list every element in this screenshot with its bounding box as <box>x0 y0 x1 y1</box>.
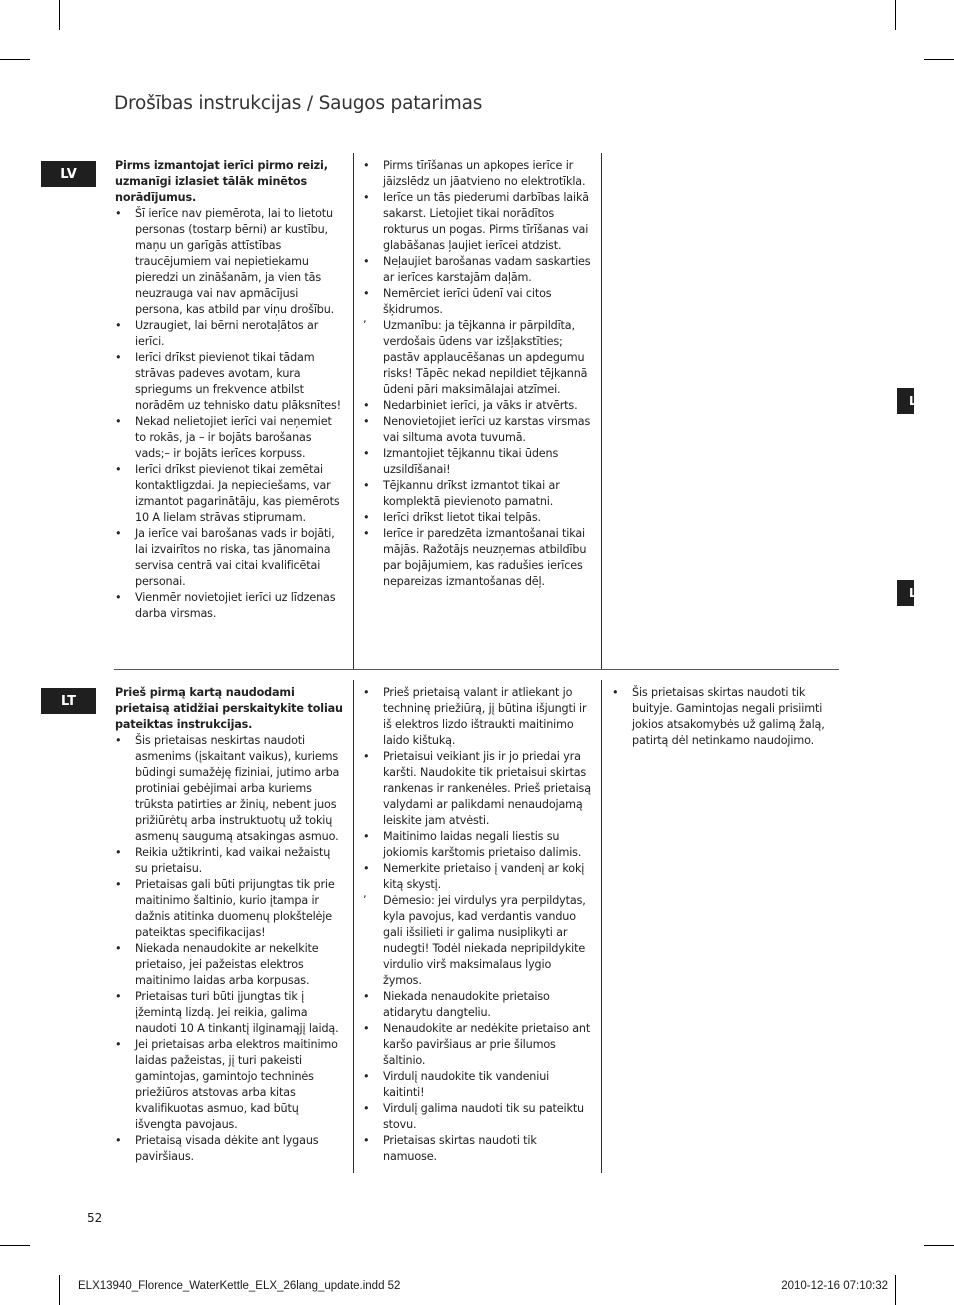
list-item <box>115 733 345 845</box>
bullet-marker: • <box>363 255 370 268</box>
list-item <box>363 254 593 286</box>
list-item-text: Jei prietaisas arba elektros maitinimo laidas pažeistas, jį turi pakeisti gamintojas, gamintojo techninės priežiūros atstovas arba kitas kvalifikuotas asmuo, kad būtų išvengta pavojaus. <box>135 1038 338 1131</box>
list-item-text: Virdulį galima naudoti tik su pateiktu stovu. <box>383 1102 584 1131</box>
list-item <box>115 877 345 941</box>
bullet-marker: • <box>115 415 122 428</box>
list-item-text: Prieš prietaisą valant ir atliekant jo techninę priežiūrą, jį būtina išjungti ir iš elektros lizdo ištraukti maitinimo laido kištuką. <box>383 686 587 747</box>
side-tab-label: L <box>909 394 917 408</box>
section-divider <box>114 669 839 670</box>
bullet-marker: ʼ <box>363 894 367 907</box>
list-item-text: Ierīci drīkst pievienot tikai zemētai kontaktligzdai. Ja nepieciešams, var izmantot pagarinātāju, kas piemērots 10 A lielam strāvas stiprumam. <box>135 463 340 524</box>
crop-mark <box>895 0 896 30</box>
column-divider <box>601 153 602 669</box>
column-divider <box>353 680 354 1173</box>
list-item-text: Nemērciet ierīci ūdenī vai citos šķidrumos. <box>383 287 552 316</box>
lt-column-3 <box>612 685 842 749</box>
bullet-marker: • <box>363 447 370 460</box>
list-item-text: Prietaisą visada dėkite ant lygaus paviršiaus. <box>135 1134 319 1163</box>
list-item <box>363 158 593 190</box>
lt-list-1 <box>115 733 345 1165</box>
list-item <box>115 414 345 462</box>
list-item-text: Ja ierīce vai barošanas vads ir bojāti, lai izvairītos no riska, tas jānomaina servisa centrā vai citai kvalificētai personai. <box>135 527 335 588</box>
bullet-marker: • <box>363 287 370 300</box>
list-item-text: Ierīce ir paredzēta izmantošanai tikai mājās. Ražotājs neuzņemas atbildību par bojājumiem, kas radušies ierīces nepareizas izmantošanas dēļ. <box>383 527 587 588</box>
bullet-marker: • <box>115 463 122 476</box>
list-item-text: Ierīci drīkst pievienot tikai tādam strāvas padeves avotam, kura spriegums un frekvence atbilst norādēm uz tehnisko datu plāksnītes! <box>135 351 341 412</box>
list-item <box>115 989 345 1037</box>
page-number: 52 <box>87 1211 103 1225</box>
list-item-text: Prietaisas gali būti prijungtas tik prie maitinimo šaltinio, kurio įtampa ir dažnis atitinka duomenų plokštelėje pateiktas specifikacijas! <box>135 878 335 939</box>
bullet-marker: • <box>115 878 122 891</box>
list-item <box>115 318 345 350</box>
bullet-marker: • <box>115 319 122 332</box>
list-item <box>363 893 593 989</box>
bullet-marker: • <box>115 1038 122 1051</box>
list-item <box>115 526 345 590</box>
list-item <box>363 1069 593 1101</box>
language-tab-lv <box>41 161 96 187</box>
list-item-text: Reikia užtikrinti, kad vaikai nežaistų su prietaisu. <box>135 846 331 875</box>
list-item <box>115 206 345 318</box>
list-item-text: Nekad nelietojiet ierīci vai neņemiet to rokās, ja – ir bojāts barošanas vads;– ir bojāts ierīces korpuss. <box>135 415 332 460</box>
list-item-text: Šis prietaisas neskirtas naudoti asmenims (įskaitant vaikus), kuriems būdingi sumažėję fiziniai, jutimo arba protiniai gebėjimai arba kuriems trūksta patirties ar žinių, nebent juos prižiūrėtų arba instruktuotų už tokių asmenų saugumą atsakingas asmuo. <box>135 734 340 843</box>
crop-mark <box>0 1245 30 1246</box>
bullet-marker: • <box>115 207 122 220</box>
bullet-marker: • <box>363 686 370 699</box>
list-item <box>363 685 593 749</box>
bullet-marker: • <box>115 734 122 747</box>
list-item <box>115 1037 345 1133</box>
list-item-text: Prietaisas turi būti įjungtas tik į įžemintą lizdą. Jei reikia, galima naudoti 10 A tinkantį ilginamąjį laidą. <box>135 990 339 1035</box>
list-item <box>363 861 593 893</box>
bullet-marker: • <box>363 527 370 540</box>
side-tab <box>897 388 917 414</box>
lt-list-2 <box>363 685 593 1165</box>
language-tab-label: LT <box>61 693 76 709</box>
lt-list-3 <box>612 685 842 749</box>
bullet-marker: • <box>363 830 370 843</box>
lt-intro: Prieš pirmą kartą naudodami prietaisą atidžiai perskaitykite toliau pateiktas instrukcijas. <box>115 686 343 731</box>
list-item-text: Vienmēr novietojiet ierīci uz līdzenas darba virsmas. <box>135 591 336 620</box>
list-item-text: Prietaisui veikiant jis ir jo priedai yra karšti. Naudokite tik prietaisui skirtas rankenas ir rankenėles. Prieš prietaisą valydami ar palikdami nenaudojamą leiskite jam atvėsti. <box>383 750 591 827</box>
list-item-text: Dėmesio: jei virdulys yra perpildytas, kyla pavojus, kad verdantis vanduo gali išsilieti ir galima nusiplikyti ar nudegti! Todėl niekada nepripildykite virdulio virš maksimalaus lygio žymos. <box>383 894 586 987</box>
bullet-marker: • <box>115 351 122 364</box>
list-item <box>363 1021 593 1069</box>
lt-column-2 <box>363 685 593 1165</box>
bullet-marker: • <box>115 527 122 540</box>
bullet-marker: • <box>612 686 619 699</box>
list-item <box>115 590 345 622</box>
bullet-marker: • <box>363 399 370 412</box>
list-item <box>363 446 593 478</box>
bullet-marker: • <box>363 415 370 428</box>
list-item <box>363 989 593 1021</box>
lv-column-1 <box>115 158 345 622</box>
bullet-marker: • <box>363 511 370 524</box>
side-tab <box>897 580 917 606</box>
list-item-text: Prietaisas skirtas naudoti tik namuose. <box>383 1134 537 1163</box>
list-item-text: Šī ierīce nav piemērota, lai to lietotu personas (tostarp bērni) ar kustību, maņu un garīgās attīstības traucējumiem vai nepietiekamu pieredzi un zināšanām, ja vien tās neuzrauga vai nav apmācījusi persona, kas atbild par viņu drošību. <box>135 207 335 316</box>
list-item <box>115 845 345 877</box>
list-item <box>115 941 345 989</box>
lv-list-2 <box>363 158 593 590</box>
lt-column-1 <box>115 685 345 1165</box>
list-item <box>363 1101 593 1133</box>
list-item <box>115 350 345 414</box>
list-item <box>363 478 593 510</box>
bullet-marker: • <box>115 942 122 955</box>
crop-mark <box>59 1275 60 1305</box>
list-item <box>363 510 593 526</box>
list-item <box>363 414 593 446</box>
list-item-text: Maitinimo laidas negali liestis su jokiomis karštomis prietaiso dalimis. <box>383 830 582 859</box>
bullet-marker: • <box>363 862 370 875</box>
bullet-marker: ʼ <box>363 319 367 332</box>
list-item <box>115 1133 345 1165</box>
list-item-text: Niekada nenaudokite ar nekelkite prietaiso, jei pažeistas elektros maitinimo laidas arba korpusas. <box>135 942 319 987</box>
list-item-text: Ierīci drīkst lietot tikai telpās. <box>383 511 541 524</box>
bullet-marker: • <box>115 591 122 604</box>
page-title: Drošības instrukcijas / Saugos patarimas <box>114 93 483 114</box>
bullet-marker: • <box>363 159 370 172</box>
bullet-marker: • <box>363 1070 370 1083</box>
crop-mark <box>924 1245 954 1246</box>
bullet-marker: • <box>363 1102 370 1115</box>
lv-list-1 <box>115 206 345 622</box>
bullet-marker: • <box>363 479 370 492</box>
list-item-text: Neļaujiet barošanas vadam saskarties ar ierīces karstajām daļām. <box>383 255 591 284</box>
list-item <box>363 286 593 318</box>
list-item-text: Uzmanību: ja tējkanna ir pārpildīta, verdošais ūdens var izšļakstīties; pastāv applaucēšanas un apdegumu risks! Tāpēc nekad nepildiet tējkannā ūdeni pāri maksimālajai atzīmei. <box>383 319 588 396</box>
bullet-marker: • <box>115 990 122 1003</box>
list-item-text: Virdulį naudokite tik vandeniui kaitinti! <box>383 1070 550 1099</box>
list-item <box>363 829 593 861</box>
list-item-text: Tējkannu drīkst izmantot tikai ar komplektā pievienoto pamatni. <box>383 479 560 508</box>
list-item-text: Nenaudokite ar nedėkite prietaiso ant karšo paviršiaus ar prie šilumos šaltinio. <box>383 1022 591 1067</box>
bullet-marker: • <box>115 846 122 859</box>
crop-mark <box>0 59 30 60</box>
crop-mark <box>924 59 954 60</box>
list-item <box>363 398 593 414</box>
lv-column-2 <box>363 158 593 590</box>
list-item-text: Uzraugiet, lai bērni nerotaļātos ar ierīci. <box>135 319 319 348</box>
bullet-marker: • <box>363 990 370 1003</box>
column-divider <box>601 680 602 1173</box>
side-tab-label: L <box>909 586 917 600</box>
list-item-text: Nenovietojiet ierīci uz karstas virsmas vai siltuma avota tuvumā. <box>383 415 591 444</box>
bullet-marker: • <box>115 1134 122 1147</box>
list-item <box>612 685 842 749</box>
crop-mark <box>895 1275 896 1305</box>
language-tab-label: LV <box>60 166 77 182</box>
list-item-text: Pirms tīrīšanas un apkopes ierīce ir jāizslēdz un jāatvieno no elektrotīkla. <box>383 159 586 188</box>
list-item <box>363 318 593 398</box>
footer-timestamp: 2010-12-16 07:10:32 <box>781 1280 888 1292</box>
language-tab-lt <box>41 688 96 714</box>
column-divider <box>353 153 354 669</box>
footer-file: ELX13940_Florence_WaterKettle_ELX_26lang_update.indd 52 <box>78 1280 401 1292</box>
list-item <box>363 749 593 829</box>
list-item-text: Izmantojiet tējkannu tikai ūdens uzsildīšanai! <box>383 447 559 476</box>
bullet-marker: • <box>363 1022 370 1035</box>
list-item <box>363 526 593 590</box>
list-item-text: Ierīce un tās piederumi darbības laikā sakarst. Lietojiet tikai norādītos rokturus un pogas. Pirms tīrīšanas vai glabāšanas ļaujiet ierīcei atdzist. <box>383 191 589 252</box>
bullet-marker: • <box>363 1134 370 1147</box>
list-item <box>115 462 345 526</box>
list-item-text: Šis prietaisas skirtas naudoti tik buityje. Gamintojas negali prisiimti jokios atsakomybės už galimą žalą, patirtą dėl netinkamo naudojimo. <box>632 686 825 747</box>
lv-intro: Pirms izmantojat ierīci pirmo reizi, uzmanīgi izlasiet tālāk minētos norādījumus. <box>115 159 328 204</box>
list-item <box>363 1133 593 1165</box>
bullet-marker: • <box>363 191 370 204</box>
list-item-text: Nemerkite prietaiso į vandenį ar kokį kitą skystį. <box>383 862 585 891</box>
list-item <box>363 190 593 254</box>
crop-mark <box>59 0 60 30</box>
bullet-marker: • <box>363 750 370 763</box>
list-item-text: Nedarbiniet ierīci, ja vāks ir atvērts. <box>383 399 578 412</box>
list-item-text: Niekada nenaudokite prietaiso atidarytu dangteliu. <box>383 990 550 1019</box>
